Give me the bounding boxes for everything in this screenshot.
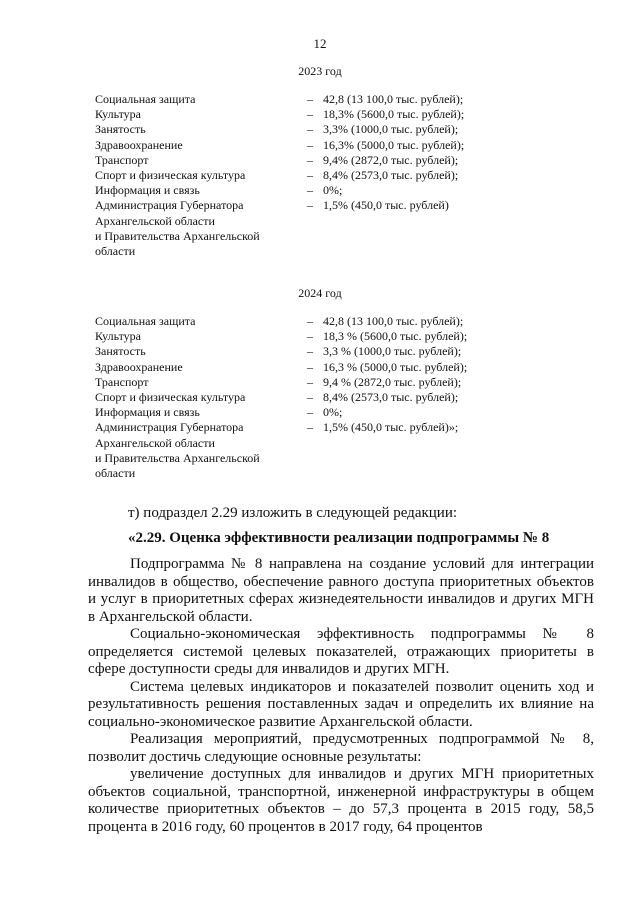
- paragraph: Социально-экономическая эффективность подпрограммы № 8 определяется системой целевых показателей, отражающих приоритеты в сфере доступности среды для инвалидов и других МГН.: [88, 626, 594, 677]
- table-row: [95, 314, 575, 329]
- allocation-table-2023: [95, 92, 575, 259]
- page-number: 12: [313, 36, 327, 51]
- category-label: Спорт и физическая культура: [95, 390, 246, 405]
- table-row: [95, 329, 575, 344]
- dash: –: [307, 122, 313, 137]
- category-label: Культура: [95, 329, 141, 344]
- dash: –: [307, 107, 313, 122]
- value: 18,3% (5600,0 тыс. рублей);: [323, 107, 465, 122]
- subsection-title: «2.29. Оценка эффективности реализации подпрограммы № 8: [128, 530, 550, 546]
- category-label: Культура: [95, 107, 141, 122]
- year-heading-2024: 2024 год: [298, 286, 342, 300]
- category-label: Транспорт: [95, 152, 149, 167]
- allocation-table-2024: [95, 314, 575, 481]
- value: 42,8 (13 100,0 тыс. рублей);: [323, 92, 464, 106]
- value: 16,3% (5000,0 тыс. рублей);: [323, 137, 465, 152]
- dash: –: [307, 168, 313, 183]
- dash: –: [307, 152, 313, 167]
- value: 1,5% (450,0 тыс. рублей)»;: [323, 420, 459, 435]
- year-heading-2023: 2023 год: [298, 64, 342, 78]
- value: 3,3% (1000,0 тыс. рублей);: [323, 122, 459, 137]
- table-row: [95, 344, 575, 359]
- dash: –: [307, 405, 313, 420]
- category-label: Информация и связь: [95, 183, 200, 198]
- table-row: [95, 420, 575, 481]
- table-row: [95, 360, 575, 375]
- table-row: [95, 390, 575, 405]
- table-row: [95, 375, 575, 390]
- category-label: Информация и связь: [95, 405, 200, 420]
- dash: –: [307, 92, 313, 106]
- category-label: Социальная защита: [95, 92, 196, 106]
- table-row: [95, 92, 575, 107]
- category-label: Занятость: [95, 122, 146, 137]
- dash: –: [307, 183, 313, 198]
- value: 0%;: [323, 183, 343, 198]
- dash: –: [307, 374, 313, 389]
- table-row: [95, 405, 575, 420]
- value: 9,4 % (2872,0 тыс. рублей);: [323, 374, 462, 389]
- category-label: Занятость: [95, 344, 146, 359]
- table-row: [95, 153, 575, 168]
- category-label: Администрация Губернатора Архангельской области и Правительства Архангельской области: [95, 420, 260, 481]
- dash: –: [307, 137, 313, 152]
- category-label: Спорт и физическая культура: [95, 168, 246, 183]
- value: 3,3 % (1000,0 тыс. рублей);: [323, 344, 462, 359]
- dash: –: [307, 198, 313, 213]
- paragraph: Система целевых индикаторов и показателей позволит оценить ход и результативность решения поставленных задач и определить их влияние на социально-экономическое развитие Архангельской области.: [88, 678, 594, 730]
- category-label: Социальная защита: [95, 314, 196, 328]
- category-label: Здравоохранение: [95, 359, 183, 374]
- paragraph: Подпрограмма № 8 направлена на создание условий для интеграции инвалидов в общество, обеспечение равного доступа приоритетных объектов и услуг в приоритетных сферах жизнедеятельности инвалидов и других МГН в Архангельской области.: [88, 556, 594, 625]
- dash: –: [307, 314, 313, 328]
- body-text: [88, 556, 594, 836]
- table-row: [95, 168, 575, 183]
- category-label: Администрация Губернатора Архангельской области и Правительства Архангельской области: [95, 198, 260, 259]
- table-row: [95, 122, 575, 137]
- table-row: [95, 198, 575, 259]
- dash: –: [307, 344, 313, 359]
- value: 8,4% (2573,0 тыс. рублей);: [323, 390, 459, 405]
- paragraph: увеличение доступных для инвалидов и других МГН приоритетных объектов социальной, транспортной, инженерной инфраструктуры в общем количестве приоритетных объектов – до 57,3 процента в 2015 году, 58,5 процента в 2016 году, 60 процентов в 2017 году, 64 процентов: [88, 766, 594, 835]
- category-label: Здравоохранение: [95, 137, 183, 152]
- value: 0%;: [323, 405, 343, 420]
- amendment-lead-in: т) подраздел 2.29 изложить в следующей редакции:: [128, 505, 458, 521]
- dash: –: [307, 359, 313, 374]
- paragraph: Реализация мероприятий, предусмотренных подпрограммой № 8, позволит достичь следующие основные результаты:: [88, 731, 594, 765]
- dash: –: [307, 390, 313, 405]
- category-label: Транспорт: [95, 374, 149, 389]
- value: 8,4% (2573,0 тыс. рублей);: [323, 168, 459, 183]
- table-row: [95, 107, 575, 122]
- dash: –: [307, 420, 313, 435]
- table-row: [95, 183, 575, 198]
- value: 1,5% (450,0 тыс. рублей): [323, 198, 449, 213]
- value: 9,4% (2872,0 тыс. рублей);: [323, 152, 459, 167]
- value: 18,3 % (5600,0 тыс. рублей);: [323, 329, 468, 344]
- table-row: [95, 138, 575, 153]
- dash: –: [307, 329, 313, 344]
- value: 42,8 (13 100,0 тыс. рублей);: [323, 314, 464, 328]
- value: 16,3 % (5000,0 тыс. рублей);: [323, 359, 468, 374]
